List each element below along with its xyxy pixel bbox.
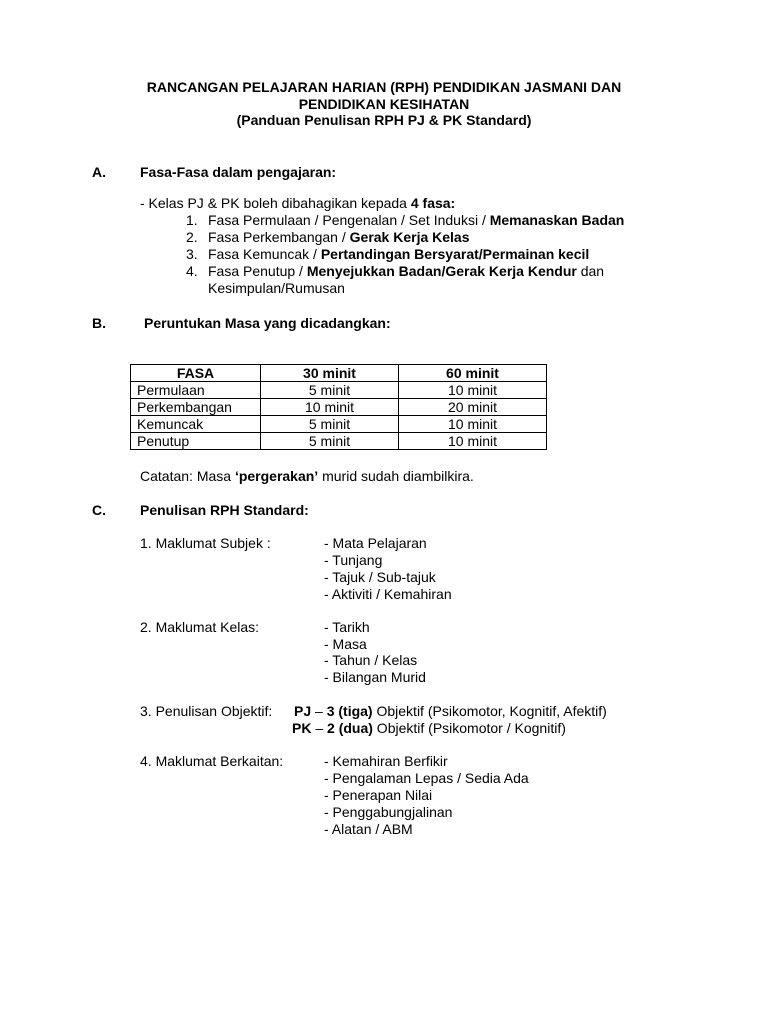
table-cell: Permulaan — [131, 382, 261, 399]
group-item: - Masa — [324, 636, 367, 652]
list-text: Fasa Permulaan / Pengenalan / Set Induksi / — [208, 212, 490, 228]
section-a-intro — [140, 195, 455, 212]
group-label: 3. Penulisan Objektif: — [140, 703, 273, 719]
group-label: 4. Maklumat Berkaitan: — [140, 753, 284, 769]
objective-text: Objektif (Psikomotor / Kognitif) — [372, 720, 566, 736]
fasa-list-item — [186, 229, 470, 246]
group-item: - Penerapan Nilai — [324, 787, 433, 803]
table-row — [131, 433, 547, 450]
note-text: Catatan: Masa — [140, 468, 235, 484]
section-c-letter: C. — [92, 502, 106, 518]
table-cell: 10 minit — [399, 433, 547, 450]
group-item: - Aktiviti / Kemahiran — [324, 586, 452, 602]
objective-label: PK — [292, 720, 312, 736]
table-cell: 10 minit — [399, 382, 547, 399]
doc-title-line1: RANCANGAN PELAJARAN HARIAN (RPH) PENDIDIKAN JASMANI DAN — [146, 79, 622, 95]
list-bold: Gerak Kerja Kelas — [349, 229, 470, 245]
table-cell: Kemuncak — [131, 416, 261, 433]
note-text: murid sudah diambilkira. — [318, 468, 474, 484]
list-number: 2. — [186, 229, 198, 245]
group-item: - Mata Pelajaran — [324, 535, 427, 551]
table-row — [131, 399, 547, 416]
section-a-letter: A. — [92, 164, 106, 180]
note-bold: ‘pergerakan’ — [234, 468, 319, 484]
group-item: - Penggabungjalinan — [324, 804, 453, 820]
objective-label: PJ — [294, 703, 312, 719]
table-header: 30 minit — [261, 365, 399, 382]
table-header: 60 minit — [399, 365, 547, 382]
table-header-row — [131, 365, 547, 382]
group-item: - Kemahiran Berfikir — [324, 753, 448, 769]
table-row — [131, 416, 547, 433]
group-label: 1. Maklumat Subjek : — [140, 535, 271, 551]
group-item: - Alatan / ABM — [324, 821, 413, 837]
table-cell: 10 minit — [399, 416, 547, 433]
list-text: Fasa Penutup / — [208, 263, 307, 279]
table-cell: 5 minit — [261, 382, 399, 399]
table-cell: Perkembangan — [131, 399, 261, 416]
section-b-note — [140, 468, 474, 485]
group-item: - Tajuk / Sub-tajuk — [324, 569, 436, 585]
section-b-letter: B. — [92, 315, 106, 331]
table-cell: 5 minit — [261, 416, 399, 433]
table-cell: 20 minit — [399, 399, 547, 416]
list-after: dan — [576, 263, 605, 279]
fasa-list-item — [186, 246, 589, 263]
section-c-heading: Penulisan RPH Standard: — [140, 502, 309, 518]
fasa-list-item — [186, 263, 604, 280]
table-cell: 10 minit — [261, 399, 399, 416]
group-item: - Pengalaman Lepas / Sedia Ada — [324, 770, 529, 786]
table-row — [131, 382, 547, 399]
list-text: Fasa Kemuncak / — [208, 246, 321, 262]
fasa-list-item — [186, 212, 624, 229]
fasa-list-item-continuation: Kesimpulan/Rumusan — [208, 280, 345, 296]
objective-pk — [292, 720, 566, 737]
section-a-heading: Fasa-Fasa dalam pengajaran: — [140, 164, 337, 180]
doc-title-line2: PENDIDIKAN KESIHATAN — [298, 96, 470, 112]
section-b-heading: Peruntukan Masa yang dicadangkan: — [144, 315, 391, 331]
objective-count: 2 (dua) — [327, 720, 373, 736]
doc-subtitle: (Panduan Penulisan RPH PJ & PK Standard) — [236, 112, 532, 128]
list-number: 1. — [186, 212, 198, 228]
list-bold: Pertandingan Bersyarat/Permainan kecil — [320, 246, 590, 262]
list-bold: Memanaskan Badan — [489, 212, 625, 228]
table-cell: Penutup — [131, 433, 261, 450]
time-allocation-table — [130, 364, 547, 450]
group-item: - Tarikh — [324, 619, 370, 635]
list-number: 3. — [186, 246, 198, 262]
objective-dash: – — [311, 703, 327, 719]
objective-text: Objektif (Psikomotor, Kognitif, Afektif) — [372, 703, 607, 719]
group-label: 2. Maklumat Kelas: — [140, 619, 260, 635]
objective-count: 3 (tiga) — [326, 703, 373, 719]
objective-dash: – — [311, 720, 328, 736]
group-item: - Bilangan Murid — [324, 669, 426, 685]
table-header: FASA — [131, 365, 261, 382]
list-number: 4. — [186, 263, 198, 279]
group-item: - Tahun / Kelas — [324, 652, 418, 668]
objective-pj — [294, 703, 607, 720]
list-bold: Menyejukkan Badan/Gerak Kerja Kendur — [306, 263, 577, 279]
intro-text: - Kelas PJ & PK boleh dibahagikan kepada — [140, 195, 411, 211]
table-cell: 5 minit — [261, 433, 399, 450]
list-text: Fasa Perkembangan / — [208, 229, 350, 245]
group-item: - Tunjang — [324, 552, 383, 568]
intro-bold: 4 fasa: — [410, 195, 456, 211]
